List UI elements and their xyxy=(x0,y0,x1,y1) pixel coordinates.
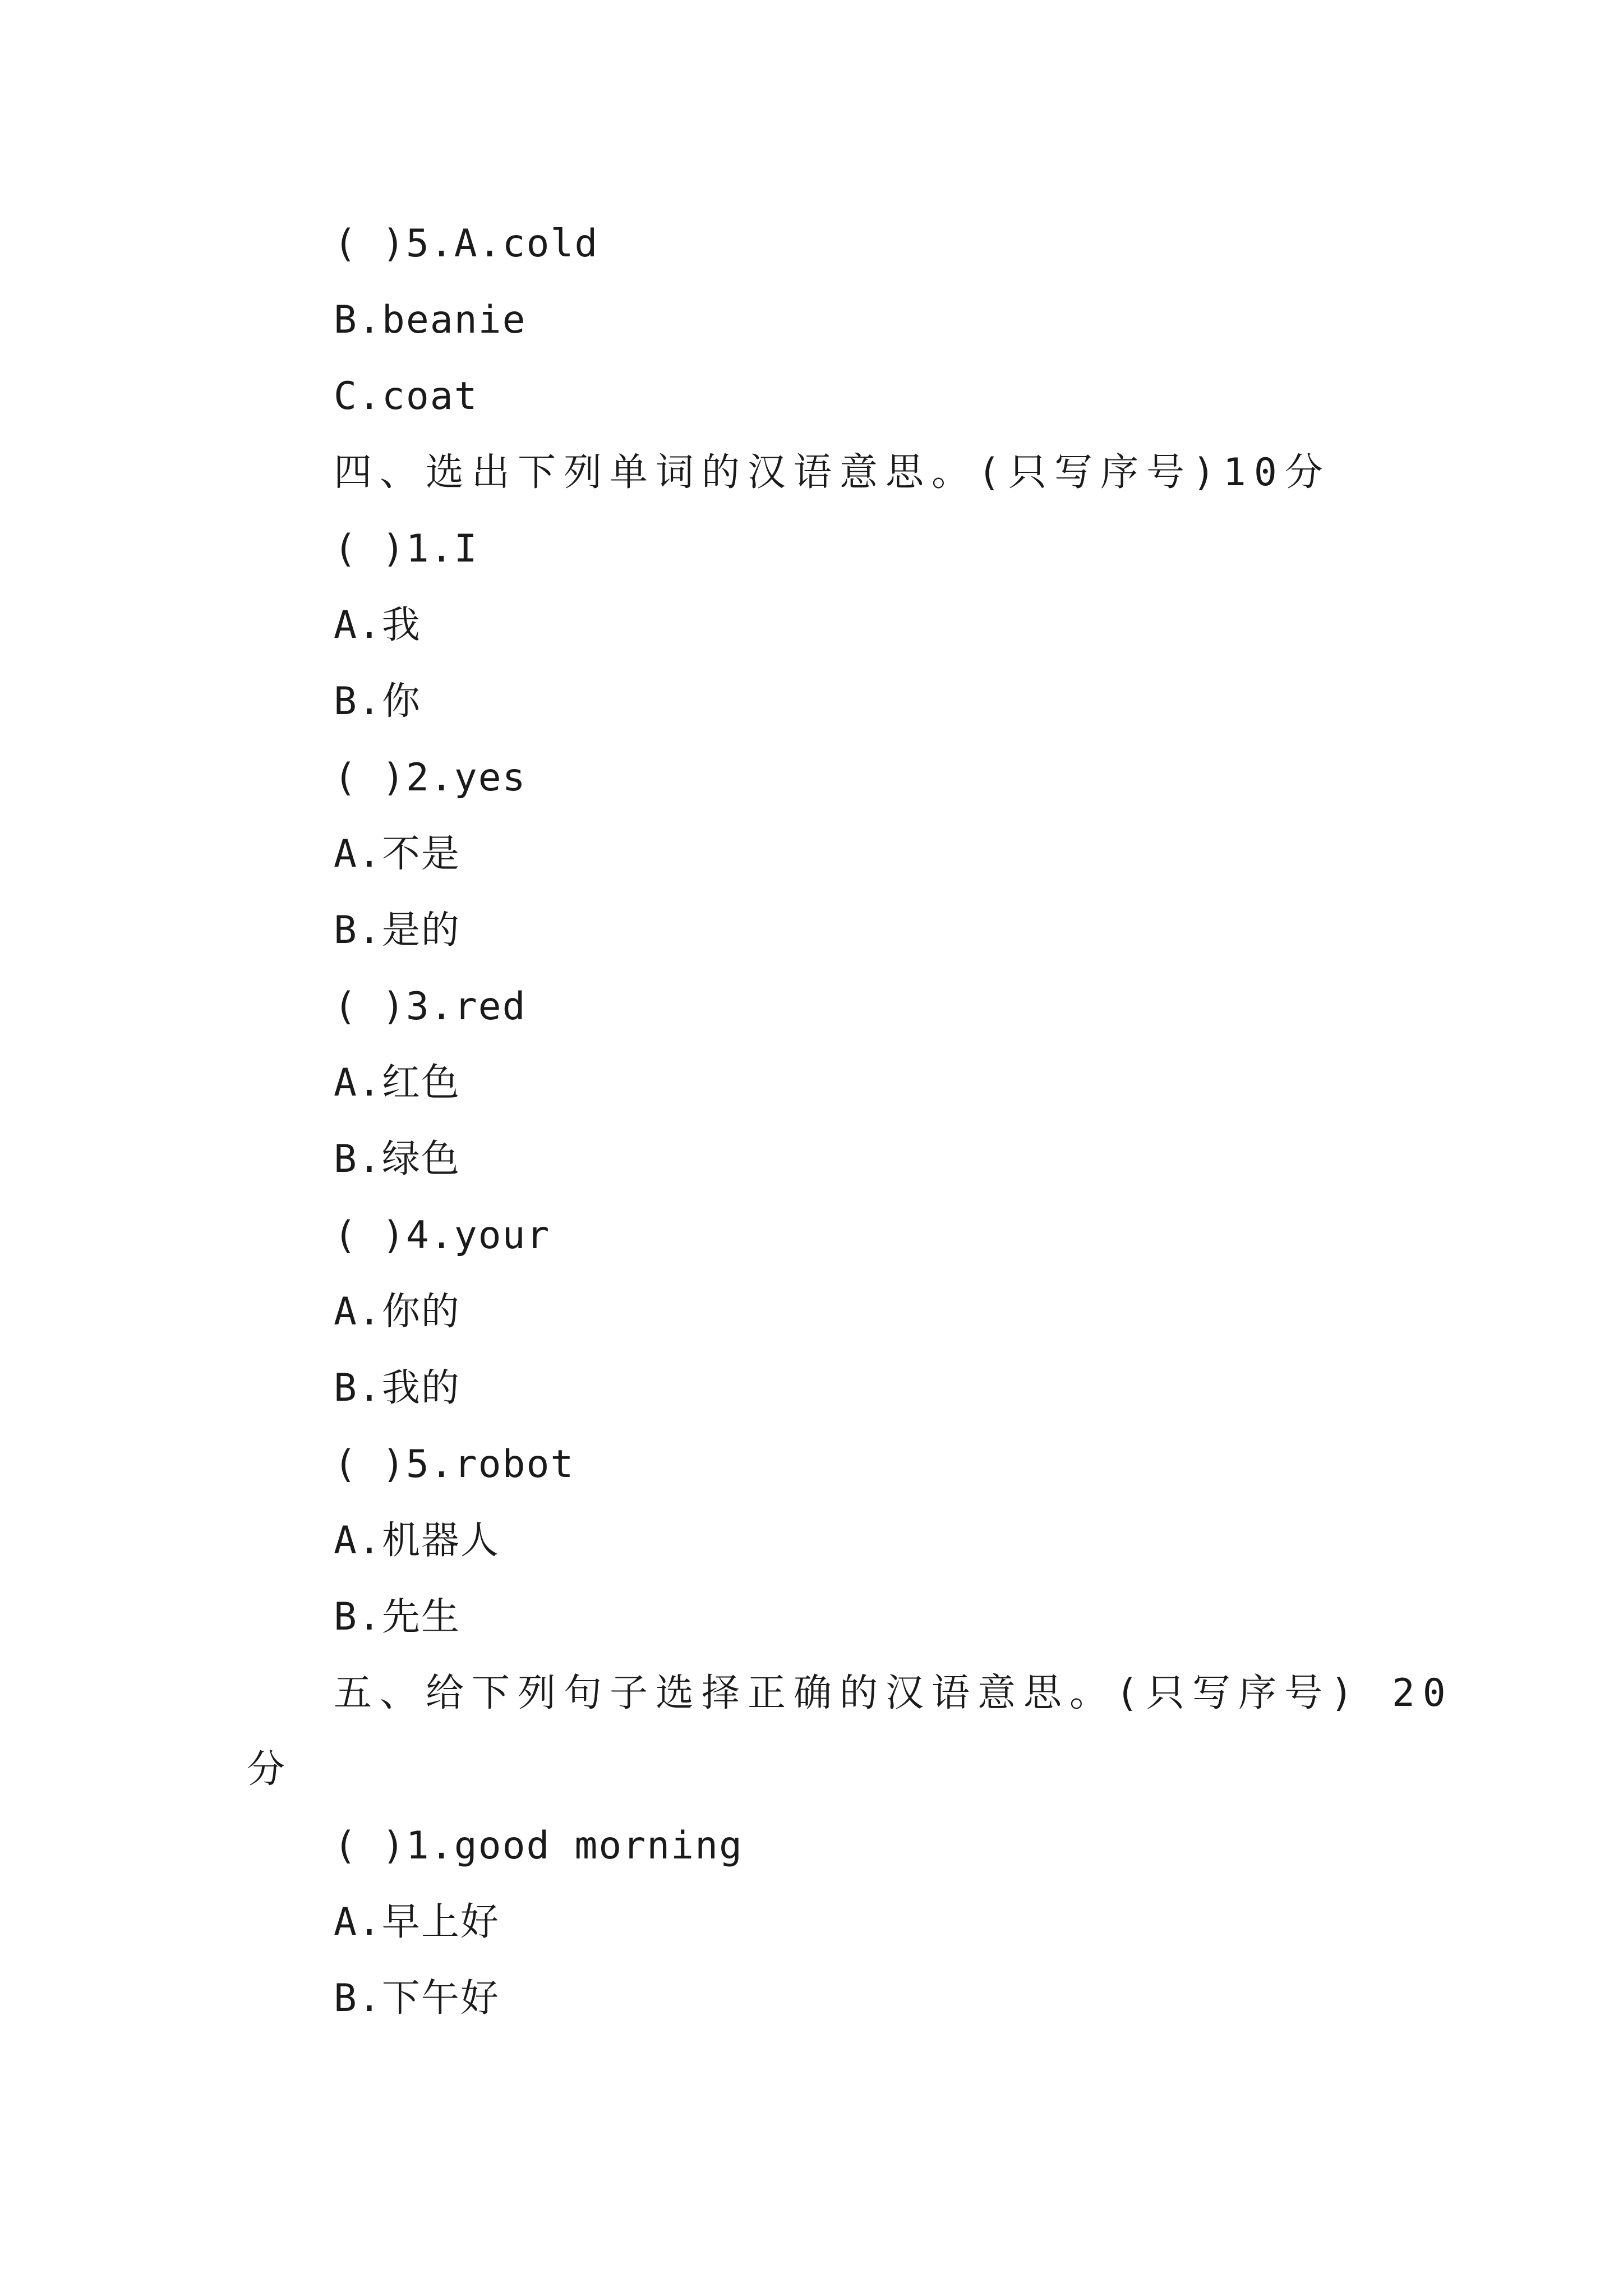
option: B.我的 xyxy=(334,1366,460,1410)
option: A.早上好 xyxy=(334,1900,500,1944)
question-stem: ( )1.good morning xyxy=(334,1824,743,1868)
option: A.机器人 xyxy=(334,1519,500,1563)
option: A.不是 xyxy=(334,832,460,876)
option: B.beanie xyxy=(334,298,527,342)
option: A.红色 xyxy=(334,1061,460,1105)
question-stem: ( )5.robot xyxy=(334,1442,575,1487)
question-stem: ( )4.your xyxy=(334,1213,551,1258)
section-heading: 五、给下列句子选择正确的汉语意思。(只写序号) 20 xyxy=(334,1671,1454,1715)
question-stem: ( )1.I xyxy=(334,527,478,571)
question-stem: ( )5.A.cold xyxy=(334,222,599,266)
option: B.先生 xyxy=(334,1595,460,1639)
option: C.coat xyxy=(334,374,478,418)
option: B.绿色 xyxy=(334,1137,460,1181)
option: B.你 xyxy=(334,679,421,724)
question-stem: ( )2.yes xyxy=(334,756,527,800)
section-heading: 四、选出下列单词的汉语意思。(只写序号)10分 xyxy=(334,450,1331,495)
option: A.我 xyxy=(334,603,421,647)
option: B.是的 xyxy=(334,908,460,953)
section-heading-continuation: 分 xyxy=(247,1747,287,1792)
question-stem: ( )3.red xyxy=(334,984,527,1029)
option: B.下午好 xyxy=(334,1976,500,2021)
option: A.你的 xyxy=(334,1290,460,1334)
